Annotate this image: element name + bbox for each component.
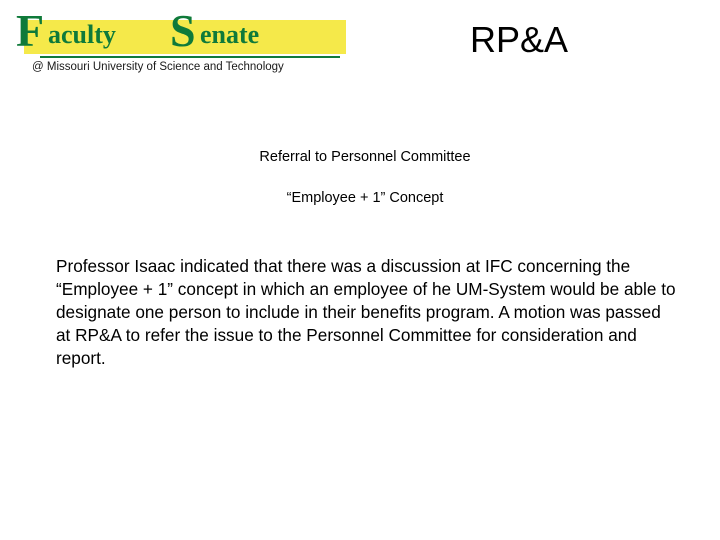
logo-word-faculty: aculty — [48, 20, 116, 49]
body-paragraph: Professor Isaac indicated that there was a discussion at IFC concerning the “Employee + 1” concept in which an employee of he UM-System would be able to designate one person to include in their benefits program. A motion was passed at RP&A to refer the issue to the Personnel Committee for consideration and report. — [56, 256, 676, 368]
logo-initial-s: S — [170, 5, 196, 56]
logo-underline — [40, 56, 340, 58]
logo-initial-f: F — [16, 5, 45, 56]
logo-word-senate: enate — [200, 20, 260, 49]
topic-heading: “Employee + 1” Concept — [286, 190, 444, 206]
slide-tag: RP&A — [470, 19, 569, 60]
faculty-senate-logo — [10, 5, 340, 74]
section-heading: Referral to Personnel Committee — [259, 149, 471, 165]
logo-subtitle: @ Missouri University of Science and Technology — [32, 61, 284, 73]
